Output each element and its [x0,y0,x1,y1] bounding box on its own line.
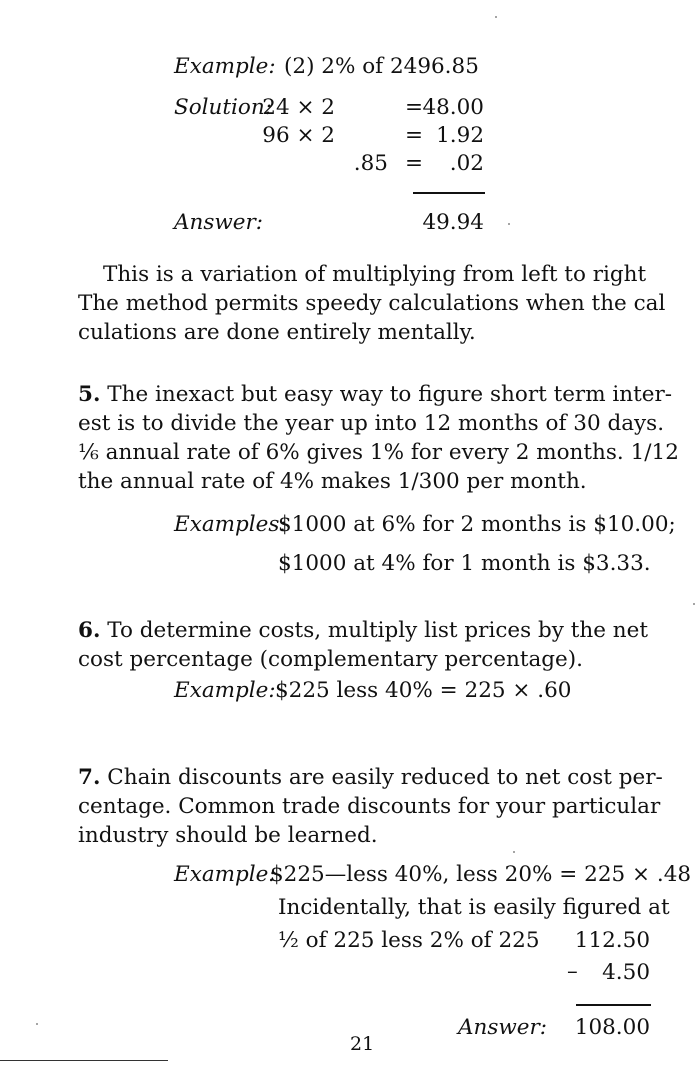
answer-label: Answer: [174,210,264,235]
solution-row-2-value: 1.92 [436,123,484,148]
section-7-paragraph [78,763,663,850]
section-5-number: 5. [78,382,101,407]
section-7-example-label: Example: [174,862,276,887]
section-7-answer-label: Answer: [458,1015,548,1040]
answer-value: 49.94 [422,210,484,235]
section-5-line-2: est is to divide the year up into 12 months of 30 days. [78,411,665,436]
solution-row-1-eq: = [405,95,424,120]
scan-speck [508,223,510,225]
solution-label: Solution: [174,95,272,120]
solution-row-3-value: .02 [449,151,484,176]
intro-line-1: This is a variation of multiplying from left to right [103,262,647,287]
section-6-line-2: cost percentage (complementary percentage). [78,647,583,672]
section-7-note-line-2: ½ of 225 less 2% of 225 [278,928,540,953]
scan-speck [495,16,497,18]
section-6-example-text: $225 less 40% = 225 × .60 [275,678,572,703]
section-7-minus-value: 4.50 [602,960,650,985]
scan-speck [513,851,515,853]
scan-speck [693,603,695,605]
section-5-examples-label: Examples: [174,512,287,537]
section-5-example-line-2: $1000 at 4% for 1 month is $3.33. [278,551,651,576]
solution-row-2-left: 96 × 2 [262,123,335,148]
section-7-note-value: 112.50 [574,928,650,953]
example-text: (2) 2% of 2496.85 [284,54,479,79]
section-6-paragraph [78,616,652,674]
section-6-number: 6. [78,618,101,643]
section-7-minus-sign: – [567,959,578,984]
section-6-line-1: To determine costs, multiply list prices by the net [107,618,648,643]
section-7-line-3: industry should be learned. [78,823,378,848]
scan-speck [36,1023,38,1025]
solution-row-2-eq: = [405,123,424,148]
section-7-line-1: Chain discounts are easily reduced to net cost per- [107,765,663,790]
sum-rule [413,192,485,194]
intro-line-3: culations are done entirely mentally. [78,320,476,345]
section-5-paragraph [78,380,679,496]
section-7-example-text: $225—less 40%, less 20% = 225 × .48 [270,862,692,887]
page-number: 21 [350,1033,375,1055]
section-7-note-line-1: Incidentally, that is easily figured at [278,895,670,920]
section-6-example-label: Example: [174,678,276,703]
example-label: Example: [174,54,276,79]
section-7-number: 7. [78,765,101,790]
intro-paragraph [78,260,666,347]
scan-edge-line [0,1060,168,1061]
solution-row-3-left: .85 [353,151,388,176]
solution-row-1-value: 48.00 [422,95,484,120]
section-5-line-4: the annual rate of 4% makes 1/300 per month. [78,469,587,494]
section-7-sum-rule [576,1004,651,1006]
section-7-line-2: centage. Common trade discounts for your particular [78,794,661,819]
solution-row-3-eq: = [405,151,424,176]
intro-line-2: The method permits speedy calculations when the cal [78,291,666,316]
section-5-line-1: The inexact but easy way to figure short term inter- [107,382,673,407]
section-5-line-3: ⅙ annual rate of 6% gives 1% for every 2 months. 1/12 [78,440,679,465]
section-5-example-line-1: $1000 at 6% for 2 months is $10.00; [278,512,676,537]
solution-row-1-left: 24 × 2 [262,95,335,120]
section-7-answer-value: 108.00 [574,1015,650,1040]
